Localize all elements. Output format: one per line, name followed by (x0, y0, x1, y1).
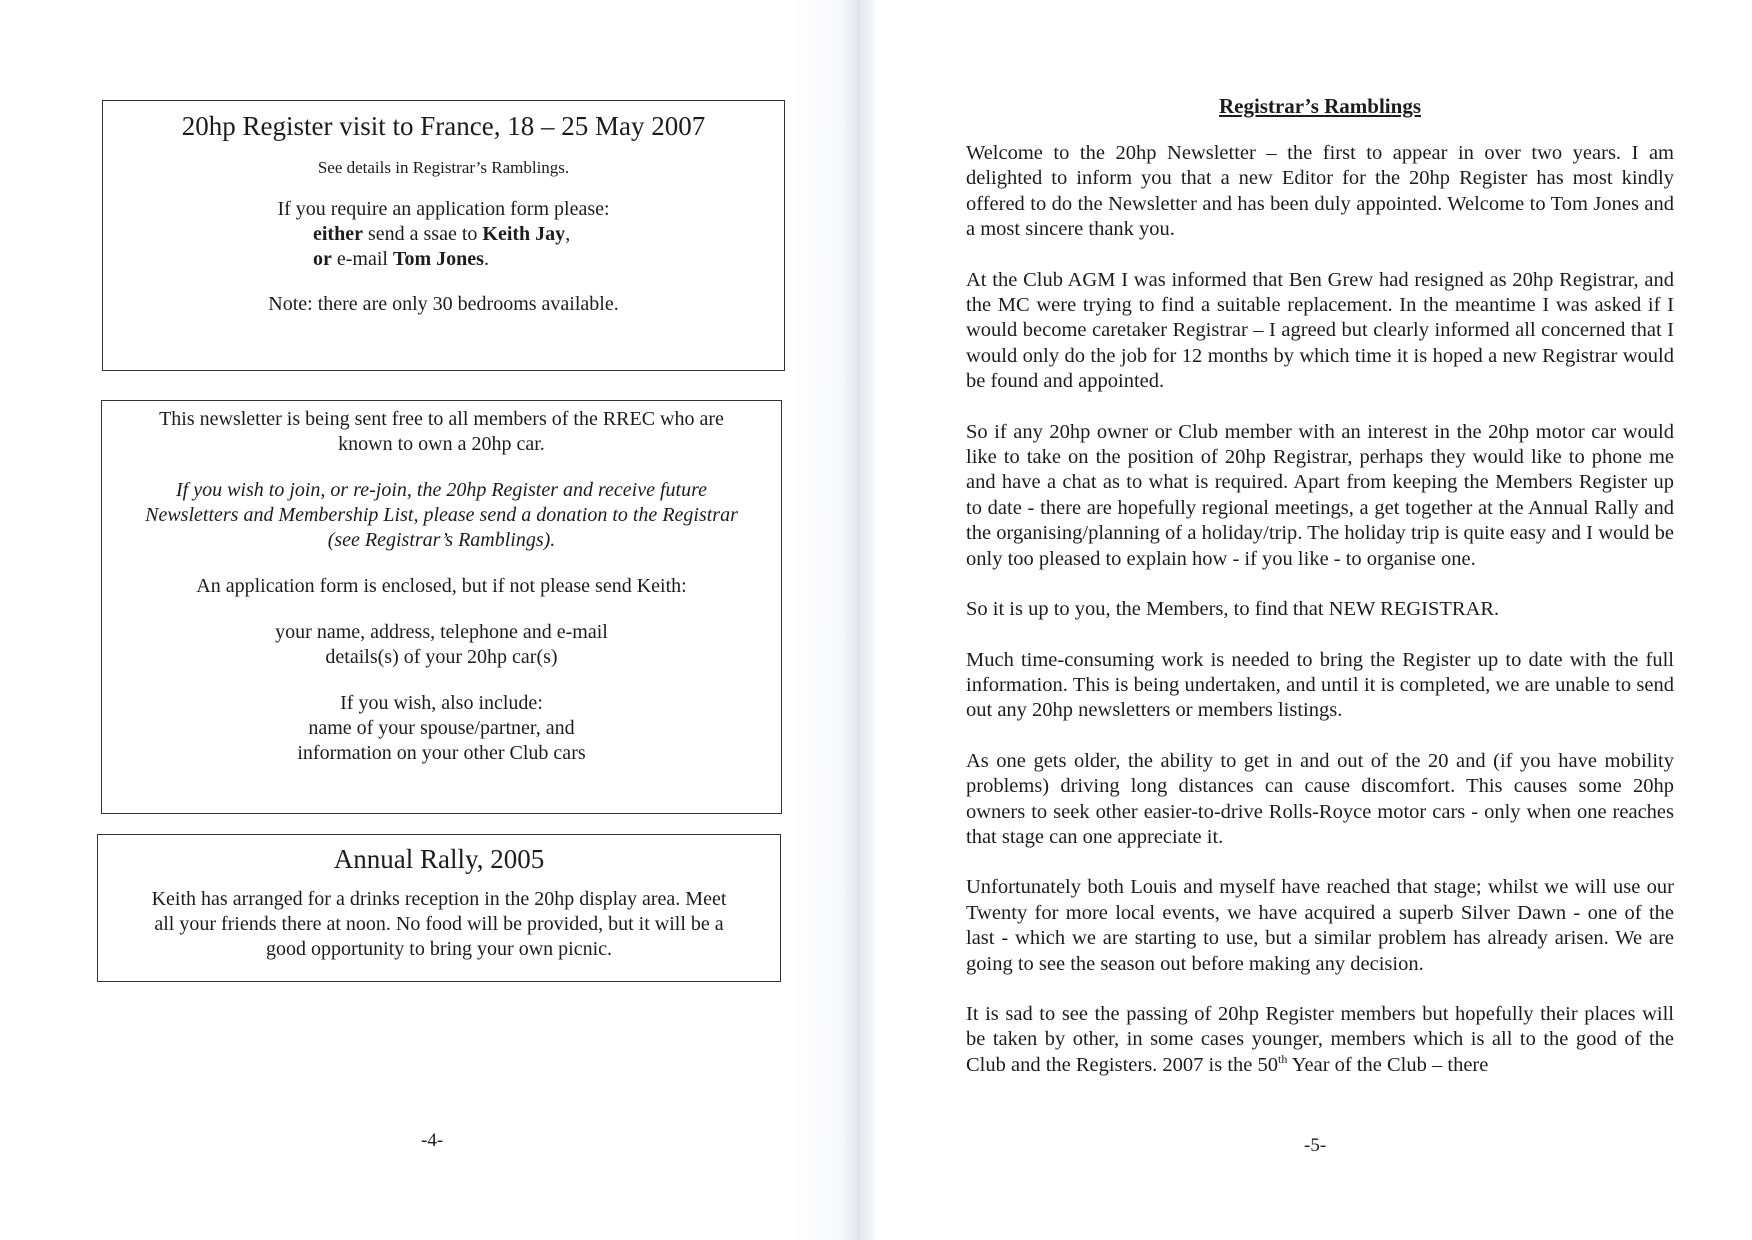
rally-line1: Keith has arranged for a drinks reception in the 20hp display area. Meet (151, 888, 727, 910)
see-details-text: See details in Registrar’s Ramblings. (317, 158, 570, 177)
require-form-text: If you require an application form please: (277, 198, 610, 220)
page-number-right: -5- (1304, 1135, 1327, 1156)
france-visit-title: 20hp Register visit to France, 18 – 25 May 2007 (181, 111, 706, 141)
application-form-text: An application form is enclosed, but if not please send Keith: (196, 575, 687, 597)
join-text-line1: If you wish to join, or re-join, the 20hp Register and receive future (175, 479, 707, 501)
details-line1: your name, address, telephone and e-mail (275, 621, 608, 643)
or-text: e-mail (331, 248, 393, 270)
or-end: . (483, 248, 489, 270)
ramblings-paragraph: As one gets older, the ability to get in and out of the 20 and (if you have mobility problems) driving long distances can cause discomfort. This causes some 20hp owners to seek other easier-to-drive Rolls-Royce motor cars - only when one reaches that stage can one appreciate it. (966, 749, 1674, 848)
also-include-line2: name of your spouse/partner, and (308, 717, 575, 739)
ordinal-suffix: th (1278, 1051, 1288, 1066)
join-text-line3: (see Registrar’s Ramblings). (327, 529, 556, 551)
ramblings-paragraph: Unfortunately both Louis and myself have reached that stage; whilst we will use our Twenty for more local events, we have acquired a superb Silver Dawn - one of the last - which we are starting to use, but a similar problem has already arisen. We are going to see the season out before making any decision. (966, 876, 1674, 975)
ramblings-paragraph: Welcome to the 20hp Newsletter – the first to appear in over two years. I am delighted to inform you that a new Editor for the 20hp Register has most kindly offered to do the Newsletter and has been duly appointed. Welcome to Tom Jones and a most sincere thank you. (966, 142, 1674, 241)
newsletter-free-line1: This newsletter is being sent free to all members of the RREC who are (159, 408, 724, 430)
either-end: , (565, 223, 571, 245)
annual-rally-title: Annual Rally, 2005 (333, 844, 545, 874)
details-line2: details(s) of your 20hp car(s) (325, 646, 558, 668)
newsletter-free-line2: known to own a 20hp car. (338, 433, 545, 455)
ramblings-paragraph: So if any 20hp owner or Club member with an interest in the 20hp motor car would like to take on the position of 20hp Registrar, perhaps they would like to phone me and have a chat as to what is required. Apart from keeping the Members Register up to date - there are hopefully regional meetings, a get together at the Annual Rally and the organising/planning of a holiday/trip. The holiday trip is quite easy and I would be only too pleased to explain how - if you like - to organise one. (966, 420, 1674, 570)
left-page (0, 0, 860, 1240)
also-include-line1: If you wish, also include: (340, 692, 543, 714)
either-text: send a ssae to (362, 223, 483, 245)
also-include-line3: information on your other Club cars (297, 742, 586, 764)
ramblings-paragraph: At the Club AGM I was informed that Ben Grew had resigned as 20hp Registrar, and the MC were trying to find a suitable replacement. In the meantime I was asked if I would become caretaker Registrar – I agreed but clearly informed all concerned that I would only do the job for 12 months by which time it is hoped a new Registrar would be found and appointed. (966, 268, 1674, 393)
join-text-line2: Newsletters and Membership List, please send a donation to the Registrar (145, 504, 738, 526)
ramblings-heading: Registrar’s Ramblings (1218, 94, 1421, 118)
ramblings-last-paragraph (966, 1002, 1674, 1078)
last-para-start: It is sad to see the passing of 20hp Register members but hopefully their places will be taken by other, in some cases younger, members which is all to the good of the Club and the Registers. 2007 is the 50 (966, 1002, 1674, 1076)
last-para-end: Year of the Club – there (1287, 1053, 1489, 1076)
ramblings-paragraph: Much time-consuming work is needed to bring the Register up to date with the full information. This is being undertaken, and until it is completed, we are unable to send out any 20hp newsletters or members listings. (966, 648, 1674, 722)
or-line (103, 247, 784, 272)
registrars-ramblings-column (966, 93, 1674, 1103)
either-word: either (313, 223, 363, 245)
rally-line3: good opportunity to bring your own picnic. (265, 938, 613, 960)
keith-jay-name: Keith Jay (482, 223, 566, 245)
annual-rally-box (97, 834, 781, 982)
binding-gutter (845, 0, 875, 1240)
membership-box (101, 400, 782, 814)
either-line (103, 222, 784, 247)
rally-line2: all your friends there at noon. No food will be provided, but it will be a (154, 913, 724, 935)
france-visit-box (102, 100, 785, 371)
bedrooms-note: Note: there are only 30 bedrooms available. (268, 293, 619, 315)
or-word: or (313, 248, 332, 270)
tom-jones-name: Tom Jones (392, 248, 484, 270)
ramblings-paragraph: So it is up to you, the Members, to find that NEW REGISTRAR. (966, 598, 1500, 621)
page-number-left: -4- (421, 1130, 444, 1151)
